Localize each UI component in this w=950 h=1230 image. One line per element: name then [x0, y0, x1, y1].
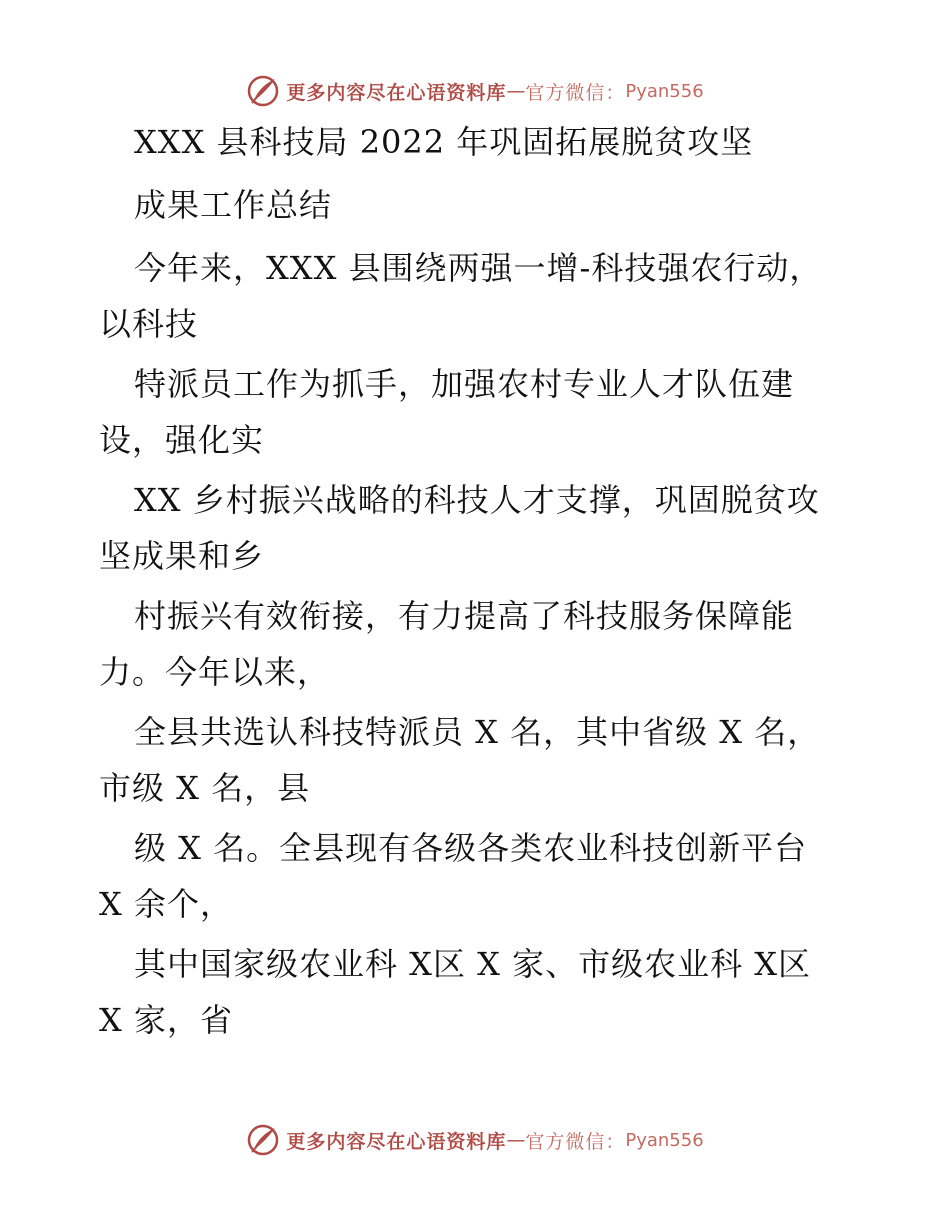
paragraph-line: 全县共选认科技特派员 X 名，其中省级 X 名， — [134, 713, 821, 751]
paragraph-line: 今年来，XXX 县围绕两强一增-科技强农行动， — [134, 249, 823, 287]
paragraph-line: 市级 X 名，县 — [99, 769, 311, 807]
paragraph-line: 其中国家级农业科 X区 X 家、市级农业科 X区 — [134, 945, 812, 983]
paragraph-line: 坚成果和乡 — [99, 537, 265, 575]
watermark-wechat-id: Pyan556 — [625, 80, 704, 102]
paragraph-line: XX 乡村振兴战略的科技人才支撑，巩固脱贫攻 — [134, 481, 820, 519]
watermark-main-text: 更多内容尽在心语资料库 — [286, 1130, 507, 1153]
watermark-wechat-label: 官方微信： — [525, 1130, 626, 1153]
paragraph-line: X 家，省 — [99, 1001, 233, 1039]
watermark-header — [0, 71, 950, 111]
paragraph-line: 村振兴有效衔接，有力提高了科技服务保障能 — [134, 597, 795, 635]
watermark-separator: — — [506, 1129, 526, 1151]
paragraph-line: 力。今年以来， — [99, 653, 331, 691]
paragraph-line: 特派员工作为抓手，加强农村专业人才队伍建 — [134, 365, 795, 403]
feather-pen-logo-icon — [246, 74, 280, 108]
feather-pen-logo-icon — [246, 1123, 280, 1157]
watermark-wechat-id: Pyan556 — [625, 1129, 704, 1151]
watermark-separator: — — [506, 80, 526, 102]
watermark-main-text: 更多内容尽在心语资料库 — [286, 81, 507, 104]
paragraph-line: 级 X 名。全县现有各级各类农业科技创新平台 — [134, 829, 808, 867]
paragraph-line: X 余个， — [99, 885, 233, 923]
watermark-footer — [0, 1120, 950, 1160]
paragraph-line: 设，强化实 — [99, 421, 265, 459]
document-title-line-1: XXX 县科技局 2022 年巩固拓展脱贫攻坚 — [134, 123, 754, 161]
paragraph-line: 以科技 — [99, 305, 199, 343]
watermark-wechat-label: 官方微信： — [525, 81, 626, 104]
document-title-line-2: 成果工作总结 — [134, 186, 333, 224]
